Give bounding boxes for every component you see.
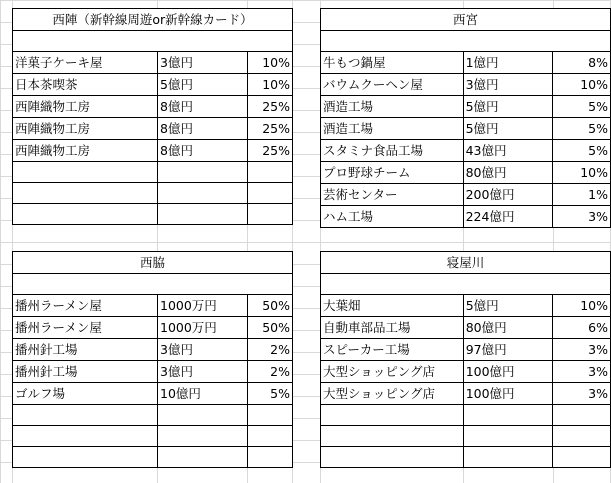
table-row bbox=[13, 447, 293, 468]
business-name-cell[interactable]: スピーカー工場 bbox=[321, 339, 464, 361]
table-row bbox=[321, 426, 611, 447]
table-row bbox=[321, 206, 611, 228]
empty-cell[interactable] bbox=[321, 274, 611, 295]
table-row bbox=[13, 361, 293, 383]
table-row bbox=[13, 183, 293, 204]
percent-cell[interactable]: 2% bbox=[248, 339, 293, 361]
percent-cell[interactable]: 25% bbox=[248, 96, 293, 118]
percent-cell[interactable] bbox=[553, 447, 611, 468]
table-row bbox=[321, 383, 611, 405]
business-name-cell[interactable]: 芸術センター bbox=[321, 184, 464, 206]
amount-cell[interactable]: 1000万円 bbox=[158, 295, 248, 317]
amount-cell[interactable] bbox=[158, 447, 248, 468]
percent-cell[interactable]: 50% bbox=[248, 317, 293, 339]
amount-cell[interactable] bbox=[463, 426, 553, 447]
table-row bbox=[321, 96, 611, 118]
table-row bbox=[321, 52, 611, 74]
percent-cell[interactable]: 8% bbox=[553, 52, 611, 74]
table-row bbox=[321, 184, 611, 206]
business-name-cell[interactable]: 播州針工場 bbox=[13, 339, 158, 361]
table-row bbox=[13, 140, 293, 162]
table-row bbox=[321, 361, 611, 383]
percent-cell[interactable]: 5% bbox=[553, 140, 611, 162]
percent-cell[interactable] bbox=[248, 405, 293, 426]
business-name-cell[interactable] bbox=[13, 447, 158, 468]
business-name-cell[interactable]: 酒造工場 bbox=[321, 96, 464, 118]
empty-cell[interactable] bbox=[321, 31, 611, 52]
percent-cell[interactable]: 10% bbox=[553, 74, 611, 96]
business-name-cell[interactable] bbox=[321, 405, 464, 426]
business-name-cell[interactable]: ハム工場 bbox=[321, 206, 464, 228]
business-name-cell[interactable] bbox=[13, 183, 158, 204]
business-name-cell[interactable]: 日本茶喫茶 bbox=[13, 74, 158, 96]
percent-cell[interactable]: 1% bbox=[553, 184, 611, 206]
percent-cell[interactable]: 10% bbox=[248, 74, 293, 96]
amount-cell[interactable]: 3億円 bbox=[158, 339, 248, 361]
business-name-cell[interactable]: 播州ラーメン屋 bbox=[13, 295, 158, 317]
table-row bbox=[321, 339, 611, 361]
table-row bbox=[13, 162, 293, 183]
percent-cell[interactable]: 3% bbox=[553, 383, 611, 405]
amount-cell[interactable] bbox=[158, 204, 248, 225]
empty-cell[interactable] bbox=[13, 274, 293, 295]
percent-cell[interactable] bbox=[553, 426, 611, 447]
percent-cell[interactable] bbox=[248, 426, 293, 447]
percent-cell[interactable] bbox=[248, 447, 293, 468]
business-name-cell[interactable]: 播州ラーメン屋 bbox=[13, 317, 158, 339]
amount-cell[interactable]: 8億円 bbox=[158, 96, 248, 118]
percent-cell[interactable]: 50% bbox=[248, 295, 293, 317]
amount-cell[interactable]: 3億円 bbox=[158, 361, 248, 383]
table-row bbox=[13, 317, 293, 339]
table-row bbox=[321, 140, 611, 162]
table-row bbox=[321, 74, 611, 96]
percent-cell[interactable]: 25% bbox=[248, 118, 293, 140]
percent-cell[interactable]: 5% bbox=[553, 96, 611, 118]
business-name-cell[interactable]: 播州針工場 bbox=[13, 361, 158, 383]
business-name-cell[interactable] bbox=[13, 204, 158, 225]
table-row bbox=[321, 405, 611, 426]
percent-cell[interactable] bbox=[553, 405, 611, 426]
table-row bbox=[13, 383, 293, 405]
business-name-cell[interactable] bbox=[13, 162, 158, 183]
table-row bbox=[13, 74, 293, 96]
percent-cell[interactable] bbox=[248, 204, 293, 225]
amount-cell[interactable] bbox=[463, 405, 553, 426]
percent-cell[interactable]: 6% bbox=[553, 317, 611, 339]
table-row bbox=[13, 405, 293, 426]
empty-cell[interactable] bbox=[13, 31, 293, 52]
percent-cell[interactable] bbox=[248, 183, 293, 204]
amount-cell[interactable] bbox=[158, 183, 248, 204]
amount-cell[interactable] bbox=[463, 447, 553, 468]
amount-cell[interactable]: 97億円 bbox=[463, 339, 553, 361]
business-name-cell[interactable]: 大葉畑 bbox=[321, 295, 464, 317]
table-nishiwaki bbox=[12, 251, 293, 468]
business-name-cell[interactable]: 西陣織物工房 bbox=[13, 118, 158, 140]
business-name-cell[interactable]: 洋菓子ケーキ屋 bbox=[13, 52, 158, 74]
amount-cell[interactable] bbox=[158, 162, 248, 183]
business-name-cell[interactable]: バウムクーヘン屋 bbox=[321, 74, 464, 96]
business-name-cell[interactable] bbox=[13, 405, 158, 426]
business-name-cell[interactable]: 牛もつ鍋屋 bbox=[321, 52, 464, 74]
table-nishijin bbox=[12, 8, 293, 225]
table-row bbox=[13, 339, 293, 361]
block-title[interactable]: 寝屋川 bbox=[321, 252, 611, 274]
table-row bbox=[321, 118, 611, 140]
business-name-cell[interactable]: プロ野球チーム bbox=[321, 162, 464, 184]
percent-cell[interactable]: 5% bbox=[553, 118, 611, 140]
table-nishinomiya bbox=[320, 8, 611, 228]
business-name-cell[interactable]: 西陣織物工房 bbox=[13, 140, 158, 162]
percent-cell[interactable]: 3% bbox=[553, 339, 611, 361]
amount-cell[interactable]: 8億円 bbox=[158, 140, 248, 162]
table-row bbox=[321, 162, 611, 184]
amount-cell[interactable]: 10億円 bbox=[158, 383, 248, 405]
amount-cell[interactable]: 43億円 bbox=[463, 140, 553, 162]
amount-cell[interactable]: 5億円 bbox=[463, 96, 553, 118]
table-row bbox=[13, 52, 293, 74]
table-row bbox=[321, 447, 611, 468]
table-row bbox=[13, 426, 293, 447]
business-name-cell[interactable]: ゴルフ場 bbox=[13, 383, 158, 405]
amount-cell[interactable]: 100億円 bbox=[463, 383, 553, 405]
amount-cell[interactable]: 80億円 bbox=[463, 162, 553, 184]
block-title[interactable]: 西脇 bbox=[13, 252, 293, 274]
amount-cell[interactable]: 8億円 bbox=[158, 118, 248, 140]
business-name-cell[interactable] bbox=[321, 426, 464, 447]
table-neyagawa bbox=[320, 251, 611, 468]
business-name-cell[interactable] bbox=[321, 447, 464, 468]
amount-cell[interactable]: 5億円 bbox=[463, 295, 553, 317]
block-title[interactable]: 西陣（新幹線周遊or新幹線カード） bbox=[13, 9, 293, 31]
table-row bbox=[13, 118, 293, 140]
amount-cell[interactable]: 3億円 bbox=[158, 52, 248, 74]
amount-cell[interactable]: 5億円 bbox=[158, 74, 248, 96]
percent-cell[interactable]: 5% bbox=[248, 383, 293, 405]
percent-cell[interactable]: 3% bbox=[553, 361, 611, 383]
percent-cell[interactable]: 3% bbox=[553, 206, 611, 228]
percent-cell[interactable]: 2% bbox=[248, 361, 293, 383]
percent-cell[interactable]: 25% bbox=[248, 140, 293, 162]
amount-cell[interactable]: 1000万円 bbox=[158, 317, 248, 339]
percent-cell[interactable] bbox=[248, 162, 293, 183]
amount-cell[interactable]: 224億円 bbox=[463, 206, 553, 228]
table-row bbox=[13, 295, 293, 317]
percent-cell[interactable]: 10% bbox=[553, 162, 611, 184]
business-name-cell[interactable] bbox=[13, 426, 158, 447]
block-title[interactable]: 西宮 bbox=[321, 9, 611, 31]
amount-cell[interactable] bbox=[158, 426, 248, 447]
amount-cell[interactable]: 200億円 bbox=[463, 184, 553, 206]
business-name-cell[interactable]: 自動車部品工場 bbox=[321, 317, 464, 339]
amount-cell[interactable]: 5億円 bbox=[463, 118, 553, 140]
business-name-cell[interactable]: 大型ショッピング店 bbox=[321, 383, 464, 405]
business-name-cell[interactable]: 酒造工場 bbox=[321, 118, 464, 140]
table-row bbox=[13, 204, 293, 225]
amount-cell[interactable] bbox=[158, 405, 248, 426]
table-row bbox=[321, 295, 611, 317]
table-row bbox=[13, 96, 293, 118]
amount-cell[interactable]: 3億円 bbox=[463, 74, 553, 96]
amount-cell[interactable]: 80億円 bbox=[463, 317, 553, 339]
amount-cell[interactable]: 1億円 bbox=[463, 52, 553, 74]
business-name-cell[interactable]: スタミナ食品工場 bbox=[321, 140, 464, 162]
amount-cell[interactable]: 100億円 bbox=[463, 361, 553, 383]
table-row bbox=[321, 317, 611, 339]
business-name-cell[interactable]: 西陣織物工房 bbox=[13, 96, 158, 118]
percent-cell[interactable]: 10% bbox=[553, 295, 611, 317]
percent-cell[interactable]: 10% bbox=[248, 52, 293, 74]
business-name-cell[interactable]: 大型ショッピング店 bbox=[321, 361, 464, 383]
